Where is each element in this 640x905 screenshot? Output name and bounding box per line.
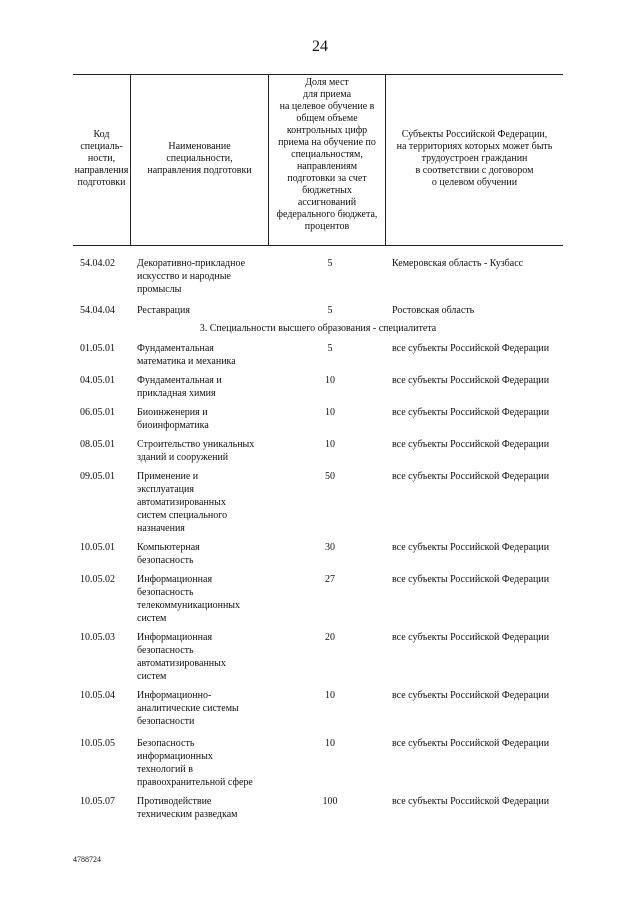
- row-name: Фундаментальная и прикладная химия: [137, 375, 222, 399]
- row-code: 06.05.01: [80, 407, 115, 418]
- section-title: 3. Специальности высшего образования - специалитета: [199, 323, 437, 334]
- row-subjects: все субъекты Российской Федерации: [392, 407, 550, 418]
- row-subjects: все субъекты Российской Федерации: [392, 690, 550, 701]
- row-subjects: все субъекты Российской Федерации: [392, 738, 550, 749]
- row-share: 27: [325, 574, 335, 585]
- row-subjects: Ростовская область: [392, 305, 475, 316]
- row-share: 100: [322, 796, 338, 807]
- row-subjects: все субъекты Российской Федерации: [392, 632, 550, 643]
- row-name: Безопасность информационных технологий в правоохранительной сфере: [137, 738, 253, 788]
- row-subjects: все субъекты Российской Федерации: [392, 343, 550, 354]
- row-name: Информационная безопасность телекоммуникационных систем: [137, 574, 241, 624]
- row-share: 10: [325, 738, 335, 749]
- row-subjects: Кемеровская область - Кузбасс: [392, 258, 524, 269]
- row-share: 10: [325, 439, 335, 450]
- row-subjects: все субъекты Российской Федерации: [392, 471, 550, 482]
- row-code: 10.05.02: [80, 574, 115, 585]
- row-name: Биоинженерия и биоинформатика: [137, 407, 209, 431]
- header-bottom-rule: [73, 245, 563, 246]
- row-subjects: все субъекты Российской Федерации: [392, 542, 550, 553]
- row-share: 10: [325, 690, 335, 701]
- header-subjects: Субъекты Российской Федерации, на территориях которых может быть трудоустроен гражданин в соответствии с договором о целевом обучении: [396, 129, 553, 188]
- row-share: 30: [325, 542, 335, 553]
- row-code: 54.04.02: [80, 258, 115, 269]
- row-code: 01.05.01: [80, 343, 115, 354]
- row-code: 10.05.05: [80, 738, 115, 749]
- row-name: Компьютерная безопасность: [137, 542, 200, 566]
- table-top-rule: [73, 74, 563, 75]
- header-code: Код специаль- ности, направления подготовки: [74, 129, 129, 188]
- row-code: 08.05.01: [80, 439, 115, 450]
- header-share: Доля мест для приема на целевое обучение в общем объеме контрольных цифр приема на обучение по специальностям, направлениям подготовки за счет бюджетных ассигнований федерального бюджета, процентов: [276, 77, 378, 232]
- row-code: 10.05.03: [80, 632, 115, 643]
- row-code: 10.05.01: [80, 542, 115, 553]
- row-code: 10.05.04: [80, 690, 115, 701]
- row-name: Реставрация: [137, 305, 190, 316]
- page-number: 24: [312, 38, 328, 55]
- document-id: 4788724: [73, 855, 101, 864]
- row-name: Противодействие техническим разведкам: [137, 796, 238, 820]
- row-code: 54.04.04: [80, 305, 115, 316]
- row-name: Фундаментальная математика и механика: [137, 343, 236, 367]
- row-share: 10: [325, 375, 335, 386]
- row-name: Информационная безопасность автоматизированных систем: [137, 632, 226, 682]
- row-subjects: все субъекты Российской Федерации: [392, 574, 550, 585]
- row-name: Информационно- аналитические системы безопасности: [137, 690, 239, 727]
- row-share: 50: [325, 471, 335, 482]
- row-name: Декоративно-прикладное искусство и народные промыслы: [137, 258, 246, 295]
- row-subjects: все субъекты Российской Федерации: [392, 796, 550, 807]
- row-code: 09.05.01: [80, 471, 115, 482]
- row-share: 20: [325, 632, 335, 643]
- row-code: 04.05.01: [80, 375, 115, 386]
- row-share: 5: [327, 258, 333, 269]
- row-name: Строительство уникальных зданий и сооружений: [137, 439, 255, 463]
- row-name: Применение и эксплуатация автоматизированных систем специального назначения: [137, 471, 228, 534]
- header-name: Наименование специальности, направления подготовки: [147, 141, 252, 176]
- row-subjects: все субъекты Российской Федерации: [392, 375, 550, 386]
- row-subjects: все субъекты Российской Федерации: [392, 439, 550, 450]
- row-share: 10: [325, 407, 335, 418]
- row-share: 5: [327, 343, 333, 354]
- row-share: 5: [327, 305, 333, 316]
- row-code: 10.05.07: [80, 796, 115, 807]
